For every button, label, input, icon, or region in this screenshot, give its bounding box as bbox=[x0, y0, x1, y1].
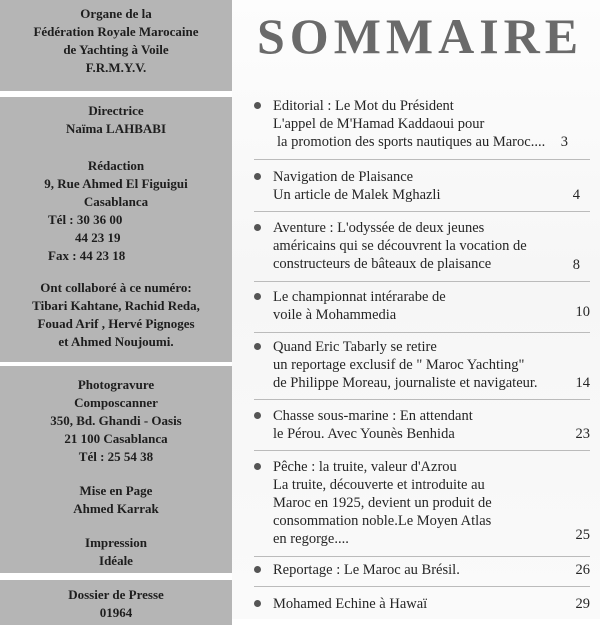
page-number: 29 bbox=[575, 596, 590, 612]
divider bbox=[254, 450, 590, 451]
entry-line: Aventure : L'odyssée de deux jeunes bbox=[273, 220, 485, 236]
entry-line: Editorial : Le Mot du Président bbox=[273, 98, 454, 114]
directrice-heading: Directrice bbox=[88, 103, 144, 118]
toc-entry-aventure[interactable] bbox=[254, 219, 590, 275]
toc-entry-echine[interactable] bbox=[254, 595, 590, 615]
entry-line: Reportage : Le Maroc au Brésil. bbox=[273, 562, 460, 578]
redaction-city: Casablanca bbox=[83, 194, 149, 209]
photogravure-company: Composcanner bbox=[74, 395, 158, 410]
masthead-sidebar bbox=[0, 0, 232, 619]
organ-block bbox=[0, 0, 232, 91]
redaction-phone: Tél : 30 36 00 bbox=[48, 212, 123, 227]
entry-line: consommation noble.Le Moyen Atlas bbox=[273, 513, 492, 529]
production-block bbox=[0, 366, 232, 573]
divider bbox=[254, 586, 590, 587]
photogravure-city: 21 100 Casablanca bbox=[64, 431, 168, 446]
collaborators-line: Fouad Arif , Hervé Pignoges bbox=[37, 316, 195, 331]
layout-heading: Mise en Page bbox=[79, 483, 153, 498]
divider bbox=[254, 332, 590, 333]
entry-line: L'appel de M'Hamad Kaddaoui pour bbox=[273, 116, 485, 132]
page-number: 25 bbox=[575, 527, 590, 543]
bullet-icon bbox=[254, 600, 261, 607]
organ-line: de Yachting à Voile bbox=[63, 42, 169, 57]
page-number: 14 bbox=[575, 375, 590, 391]
bullet-icon bbox=[254, 566, 261, 573]
photogravure-phone: Tél : 25 54 38 bbox=[78, 449, 154, 464]
redaction-fax: Fax : 44 23 18 bbox=[48, 248, 126, 263]
bullet-icon bbox=[254, 102, 261, 109]
entry-line: voile à Mohammedia bbox=[273, 307, 397, 323]
organ-line: Fédération Royale Marocaine bbox=[33, 24, 199, 39]
bullet-icon bbox=[254, 293, 261, 300]
toc-entry-championnat[interactable] bbox=[254, 288, 590, 326]
divider bbox=[254, 159, 590, 160]
divider bbox=[254, 399, 590, 400]
layout-name: Ahmed Karrak bbox=[73, 501, 159, 516]
bullet-icon bbox=[254, 224, 261, 231]
print-name: Idéale bbox=[99, 553, 133, 568]
bullet-icon bbox=[254, 173, 261, 180]
toc-entry-editorial[interactable] bbox=[254, 97, 590, 153]
page-number: 4 bbox=[572, 187, 580, 203]
toc-entry-chasse[interactable] bbox=[254, 407, 590, 445]
entry-line: Le championnat intérarabe de bbox=[273, 289, 446, 305]
entry-line: Un article de Malek Mghazli bbox=[273, 187, 441, 203]
divider bbox=[254, 211, 590, 212]
entry-line: La truite, découverte et introduite au bbox=[273, 477, 485, 493]
collaborators-line: et Ahmed Noujoumi. bbox=[58, 334, 174, 349]
organ-line: F.R.M.Y.V. bbox=[85, 60, 147, 75]
entry-line: américains qui se découvrent la vocation de bbox=[273, 238, 527, 254]
divider bbox=[254, 281, 590, 282]
entry-line: en regorge.... bbox=[273, 531, 349, 547]
directrice-name: Naïma LAHBABI bbox=[65, 121, 167, 136]
entry-line: de Philippe Moreau, journaliste et navigateur. bbox=[273, 375, 538, 391]
page-title: SOMMAIRE bbox=[257, 8, 584, 64]
entry-line: un reportage exclusif de " Maroc Yachting" bbox=[273, 357, 525, 373]
toc-entry-tabarly[interactable] bbox=[254, 338, 590, 394]
entry-line: la promotion des sports nautiques au Maroc.... bbox=[277, 134, 546, 150]
redaction-heading: Rédaction bbox=[87, 158, 145, 173]
entry-line: Maroc en 1925, devient un produit de bbox=[273, 495, 492, 511]
bullet-icon bbox=[254, 463, 261, 470]
press-heading: Dossier de Presse bbox=[68, 587, 164, 602]
staff-block bbox=[0, 97, 232, 362]
bullet-icon bbox=[254, 412, 261, 419]
divider bbox=[254, 556, 590, 557]
organ-line: Organe de la bbox=[80, 6, 152, 21]
entry-line: Quand Eric Tabarly se retire bbox=[273, 339, 437, 355]
bullet-icon bbox=[254, 343, 261, 350]
entry-line: Chasse sous-marine : En attendant bbox=[273, 408, 473, 424]
collaborators-line: Tibari Kahtane, Rachid Reda, bbox=[32, 298, 200, 313]
photogravure-address: 350, Bd. Ghandi - Oasis bbox=[50, 413, 182, 428]
page-number: 8 bbox=[572, 257, 580, 273]
entry-line: le Pérou. Avec Younès Benhida bbox=[273, 426, 455, 442]
print-heading: Impression bbox=[85, 535, 147, 550]
entry-line: Mohamed Echine à Hawaï bbox=[273, 596, 428, 612]
entry-line: constructeurs de bâteaux de plaisance bbox=[273, 256, 492, 272]
redaction-address: 9, Rue Ahmed El Figuigui bbox=[44, 176, 188, 191]
page-number: 10 bbox=[575, 304, 590, 320]
press-block bbox=[0, 580, 232, 625]
toc-entry-navigation[interactable] bbox=[254, 168, 590, 206]
photogravure-heading: Photogravure bbox=[77, 377, 155, 392]
page-number: 3 bbox=[560, 134, 568, 150]
entry-line: Navigation de Plaisance bbox=[273, 169, 414, 185]
toc-entry-peche[interactable] bbox=[254, 458, 590, 550]
page-number: 26 bbox=[575, 562, 590, 578]
page-number: 23 bbox=[575, 426, 590, 442]
toc-entry-reportage[interactable] bbox=[254, 561, 590, 581]
collaborators-heading: Ont collaboré à ce numéro: bbox=[40, 280, 192, 295]
entry-line: Pêche : la truite, valeur d'Azrou bbox=[273, 459, 457, 475]
redaction-phone-2: 44 23 19 bbox=[75, 230, 121, 245]
press-number: 01964 bbox=[99, 605, 133, 620]
